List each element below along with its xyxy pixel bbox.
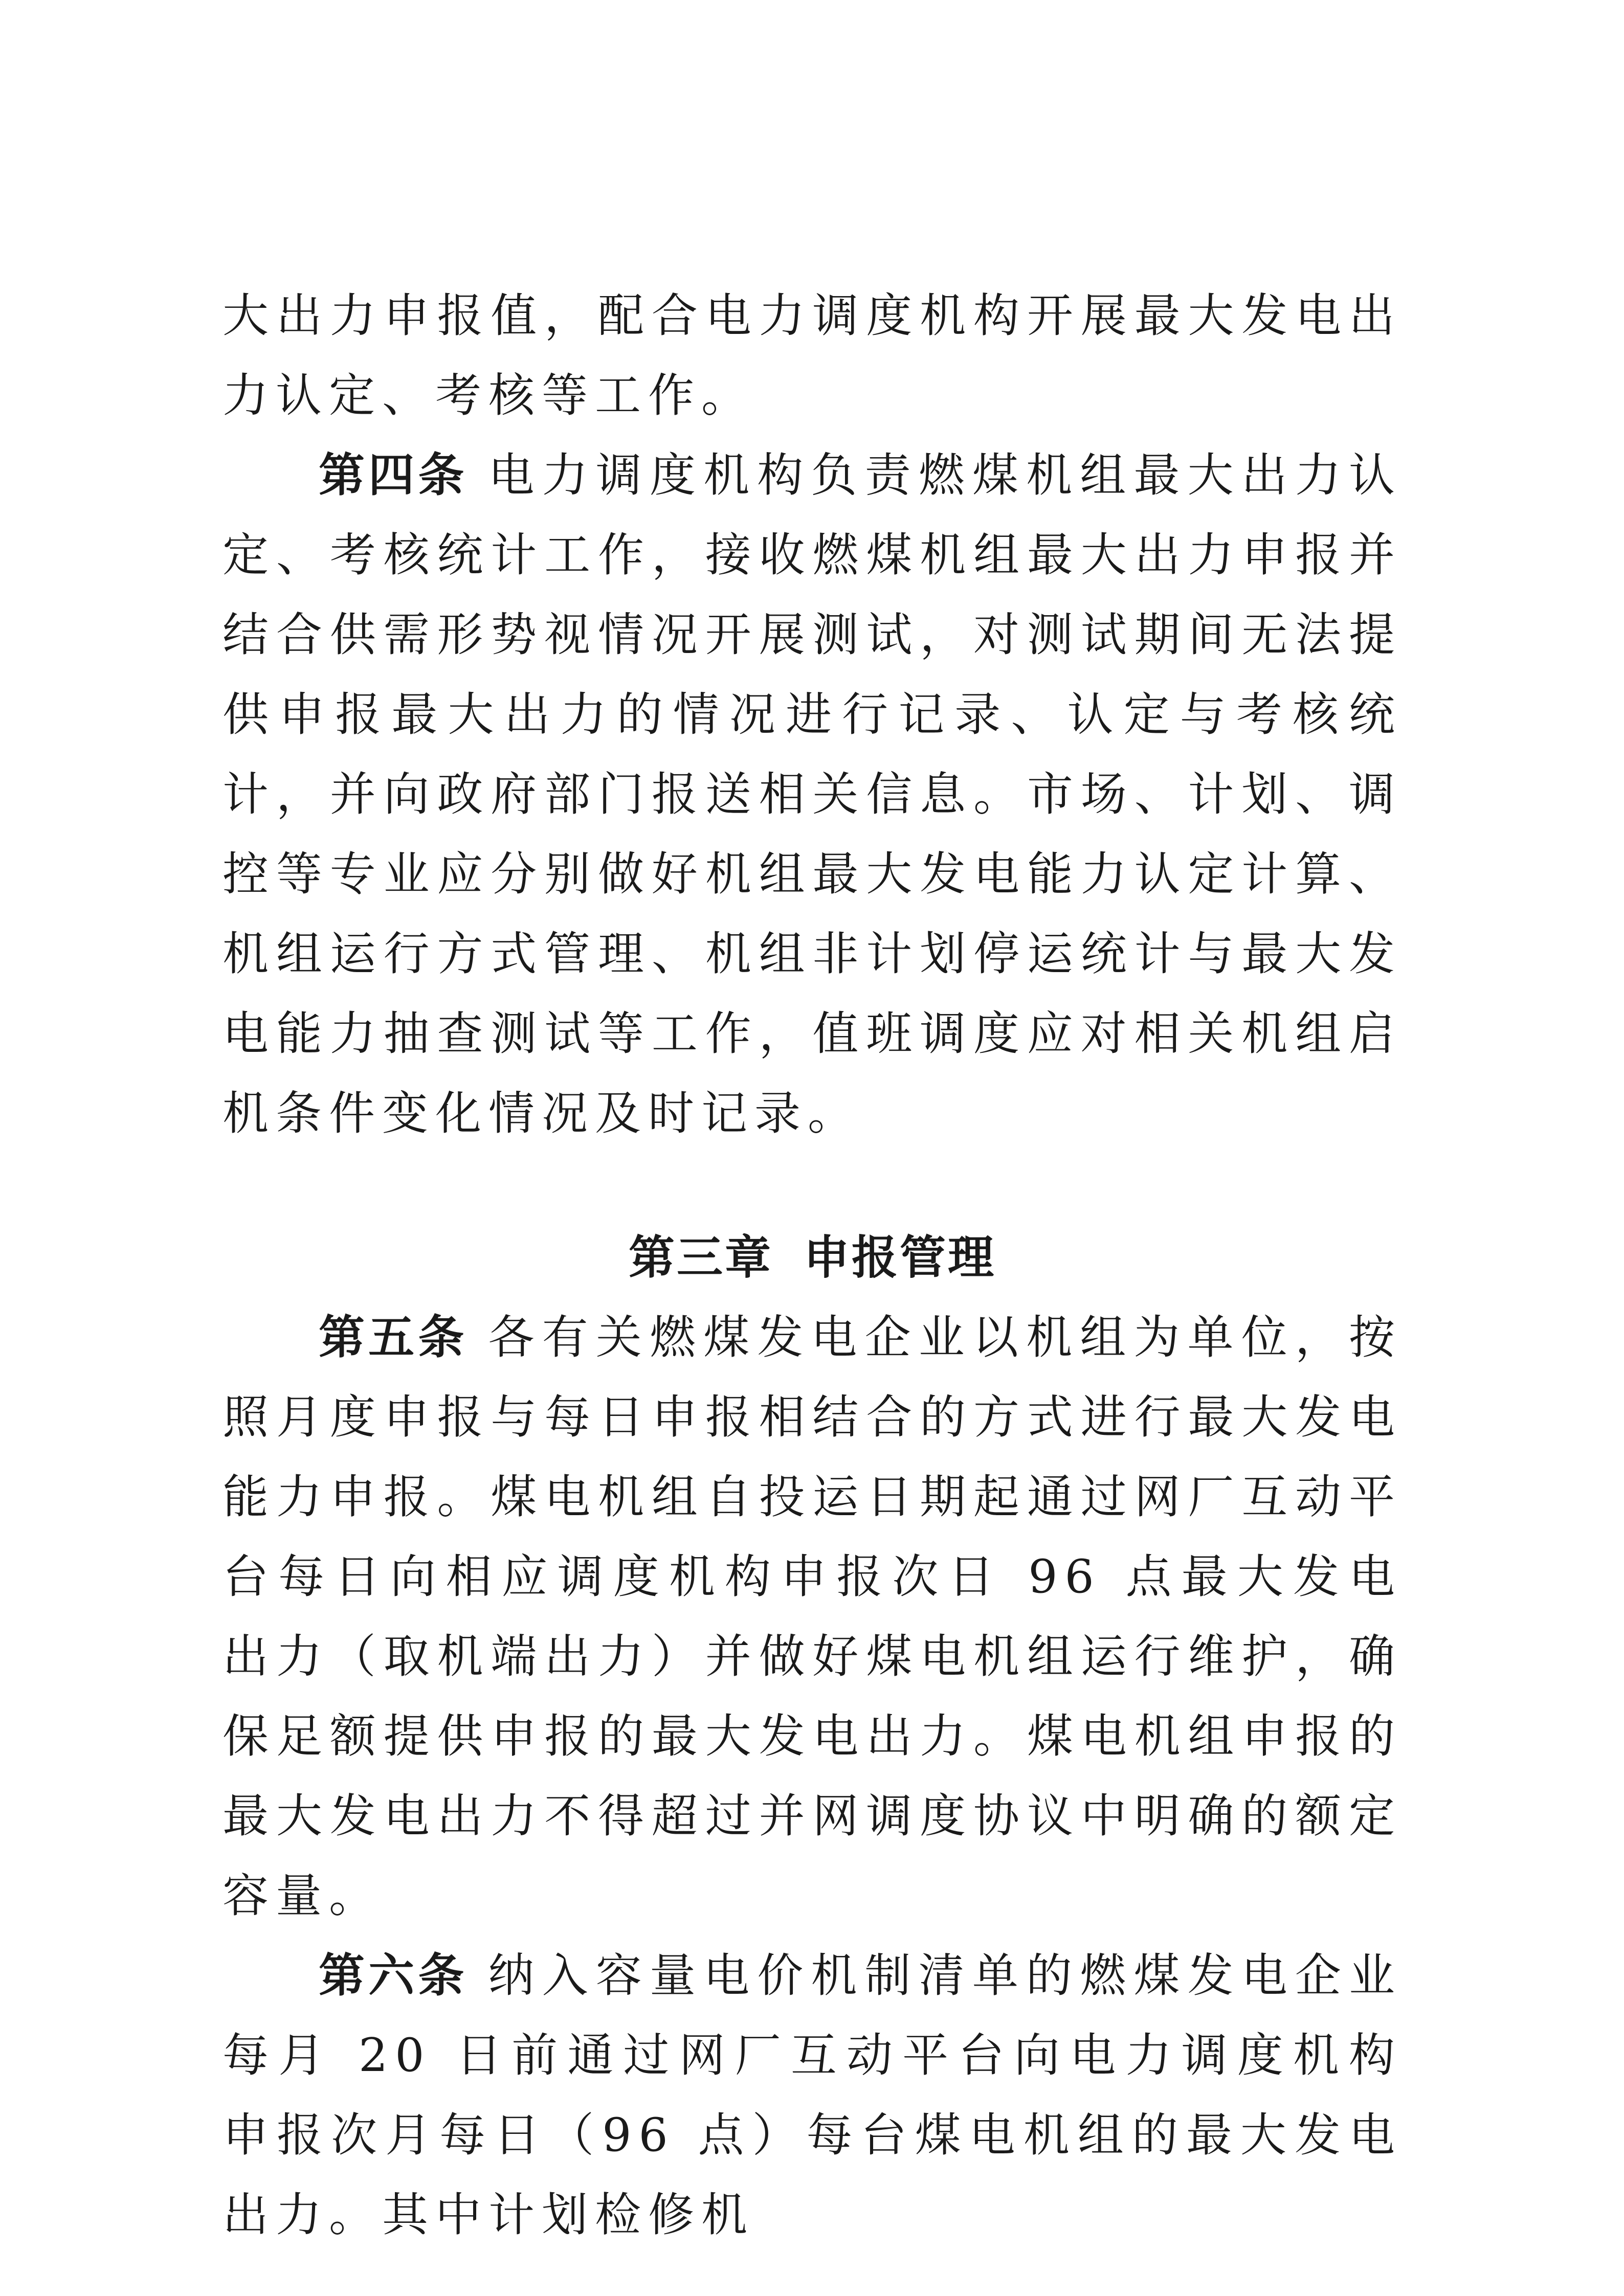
chapter-title: 申报管理 xyxy=(804,1231,996,1285)
article-6-heading: 第六条 xyxy=(319,1949,468,2002)
article-6-text: 纳入容量电价机制清单的燃煤发电企业每月 20 日前通过网厂互动平台向电力调度机构申报次月每日（96 点）每台煤电机组的最大发电出力。其中计划检修机 xyxy=(223,1949,1403,2242)
chapter-heading xyxy=(223,1218,1402,1298)
chapter-number: 第三章 xyxy=(629,1231,773,1285)
document-body xyxy=(223,276,1402,2255)
continued-paragraph: 大出力申报值，配合电力调度机构开展最大发电出力认定、考核等工作。 xyxy=(223,289,1402,422)
article-6 xyxy=(223,1936,1402,2255)
article-5-text: 各有关燃煤发电企业以机组为单位，按照月度申报与每日申报相结合的方式进行最大发电能力申报。煤电机组自投运日期起通过网厂互动平台每日向相应调度机构申报次日 96 点最大发电出力（取机端出力）并做好煤电机组运行维护，确保足额提供申报的最大发电出力。煤电机组申报的最大发电出力不得超过并网调度协议中明确的额定容量。 xyxy=(223,1311,1403,1923)
article-5 xyxy=(223,1298,1402,1936)
article-5-heading: 第五条 xyxy=(319,1311,468,1364)
article-4-heading: 第四条 xyxy=(319,448,468,502)
article-4-text: 电力调度机构负责燃煤机组最大出力认定、考核统计工作，接收燃煤机组最大出力申报并结合供需形势视情况开展测试，对测试期间无法提供申报最大出力的情况进行记录、认定与考核统计，并向政府部门报送相关信息。市场、计划、调控等专业应分别做好机组最大发电能力认定计算、机组运行方式管理、机组非计划停运统计与最大发电能力抽查测试等工作，值班调度应对相关机组启机条件变化情况及时记录。 xyxy=(223,448,1403,1140)
article-4 xyxy=(223,436,1402,1154)
